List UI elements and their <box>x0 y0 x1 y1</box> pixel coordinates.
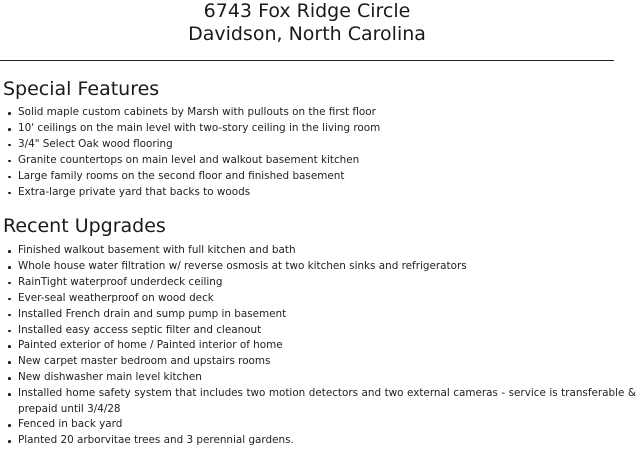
list-item: 3/4" Select Oak wood flooring <box>6 137 380 153</box>
list-item: Whole house water filtration w/ reverse osmosis at two kitchen sinks and refrigerators <box>6 259 636 275</box>
list-item: RainTight waterproof underdeck ceiling <box>6 275 636 291</box>
address-header <box>0 0 614 46</box>
list-item: Large family rooms on the second floor and finished basement <box>6 169 380 185</box>
list-item: Solid maple custom cabinets by Marsh with pullouts on the first floor <box>6 105 380 121</box>
recent-upgrades-title: Recent Upgrades <box>3 215 166 237</box>
list-item: New dishwasher main level kitchen <box>6 370 636 386</box>
list-item: Fenced in back yard <box>6 417 636 433</box>
list-item: Planted 20 arborvitae trees and 3 perennial gardens. <box>6 433 636 449</box>
special-features-title: Special Features <box>3 78 160 100</box>
list-item: Installed French drain and sump pump in basement <box>6 307 636 323</box>
list-item: Extra-large private yard that backs to woods <box>6 185 380 201</box>
special-features-list <box>6 105 380 200</box>
address-street: 6743 Fox Ridge Circle <box>203 0 411 22</box>
list-item: Installed home safety system that includes two motion detectors and two external cameras - service is transferable & prepaid until 3/4/28 <box>6 386 636 417</box>
address-city-state: Davidson, North Carolina <box>188 23 426 45</box>
list-item: Installed easy access septic filter and cleanout <box>6 323 636 339</box>
list-item: 10' ceilings on the main level with two-story ceiling in the living room <box>6 121 380 137</box>
header-divider <box>0 60 614 61</box>
recent-upgrades-list <box>6 243 636 449</box>
list-item: Painted exterior of home / Painted interior of home <box>6 338 636 354</box>
list-item: Finished walkout basement with full kitchen and bath <box>6 243 636 259</box>
list-item: Granite countertops on main level and walkout basement kitchen <box>6 153 380 169</box>
list-item: New carpet master bedroom and upstairs rooms <box>6 354 636 370</box>
list-item: Ever-seal weatherproof on wood deck <box>6 291 636 307</box>
